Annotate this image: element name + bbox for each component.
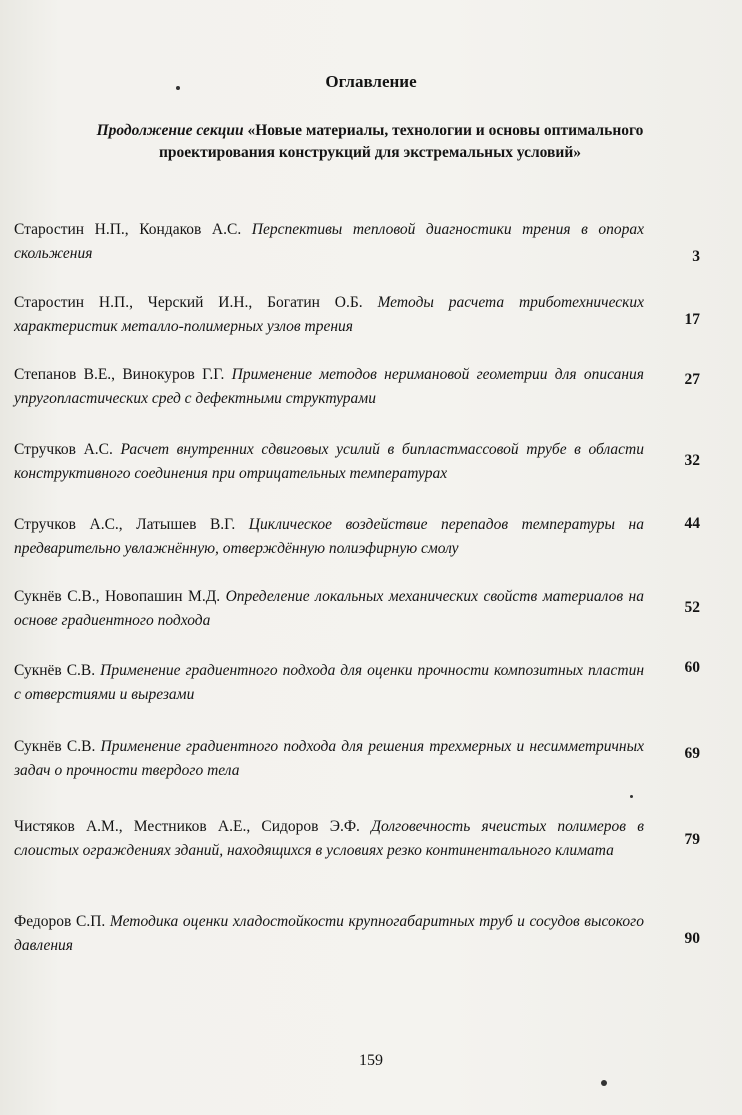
entry-page-number: 79 (684, 831, 700, 848)
entry-page-number: 17 (684, 311, 700, 328)
entry-authors: Сукнёв С.В. (14, 738, 96, 755)
entry-authors: Степанов В.Е., Винокуров Г.Г. (14, 366, 225, 383)
page-title: Оглавление (325, 72, 417, 91)
entry-title: Определение локальных механических свойств материалов на основе градиентного подхода (14, 588, 644, 629)
toc-entry (14, 735, 714, 783)
toc-entry (14, 513, 714, 561)
toc-entry (14, 659, 714, 707)
entry-title: Применение методов неримановой геометрии для описания упругопластических сред с дефектными структурами (14, 366, 644, 407)
toc-entry (14, 815, 714, 863)
toc-entry (14, 585, 714, 633)
entry-authors: Федоров С.П. (14, 913, 106, 930)
section-continuation (38, 120, 702, 164)
entry-title: Методы расчета триботехнических характеристик металло-полимерных узлов трения (14, 294, 645, 335)
entry-page-number: 3 (692, 248, 700, 265)
entry-title: Применение градиентного подхода для оценки прочности композитных пластин с отверстиями и вырезами (14, 662, 645, 703)
entry-authors: Сукнёв С.В., Новопашин М.Д. (14, 588, 221, 605)
entry-authors: Старостин Н.П., Черский И.Н., Богатин О.Б. (14, 294, 363, 311)
continuation-lead: Продолжение секции (96, 122, 244, 139)
section-title: «Новые материалы, технологии и основы оптимального проектирования конструкций для экстремальных условий» (158, 122, 644, 161)
entry-authors: Старостин Н.П., Кондаков А.С. (14, 221, 242, 238)
toc-entry (14, 363, 714, 411)
entry-title: Расчет внутренних сдвиговых усилий в бипластмассовой трубе в области конструктивного соединения при отрицательных температурах (14, 441, 644, 482)
specks (601, 1080, 607, 1086)
entry-title: Циклическое воздействие перепадов температуры на предварительно увлажнённую, отверждённую полиэфирную смолу (14, 516, 644, 557)
entry-authors: Стручков А.С. (14, 441, 113, 458)
entry-authors: Стручков А.С., Латышев В.Г. (14, 516, 236, 533)
toc-entry (14, 910, 714, 958)
toc-entry (14, 291, 714, 339)
entry-page-number: 27 (684, 371, 700, 388)
entry-title: Перспективы тепловой диагностики трения в опорах скольжения (14, 221, 645, 262)
entry-page-number: 90 (684, 930, 700, 947)
toc-entry (14, 438, 714, 486)
specks (630, 795, 633, 798)
entry-page-number: 44 (684, 515, 700, 532)
entry-title: Методика оценки хладостойкости крупногабаритных труб и сосудов высокого давления (14, 913, 644, 954)
entry-authors: Сукнёв С.В. (14, 662, 96, 679)
entry-page-number: 60 (684, 659, 700, 676)
entry-title: Долговечность ячеистых полимеров в слоистых ограждениях зданий, находящихся в условиях резко континентального климата (14, 818, 644, 859)
toc-entry (14, 218, 714, 266)
entry-title: Применение градиентного подхода для решения трехмерных и несимметричных задач о прочности твердого тела (14, 738, 645, 779)
entry-page-number: 32 (684, 452, 700, 469)
page-number: 159 (359, 1052, 383, 1069)
entry-page-number: 69 (684, 745, 700, 762)
entry-page-number: 52 (684, 599, 700, 616)
specks (176, 86, 180, 90)
entry-authors: Чистяков А.М., Местников А.Е., Сидоров Э.Ф. (14, 818, 360, 835)
